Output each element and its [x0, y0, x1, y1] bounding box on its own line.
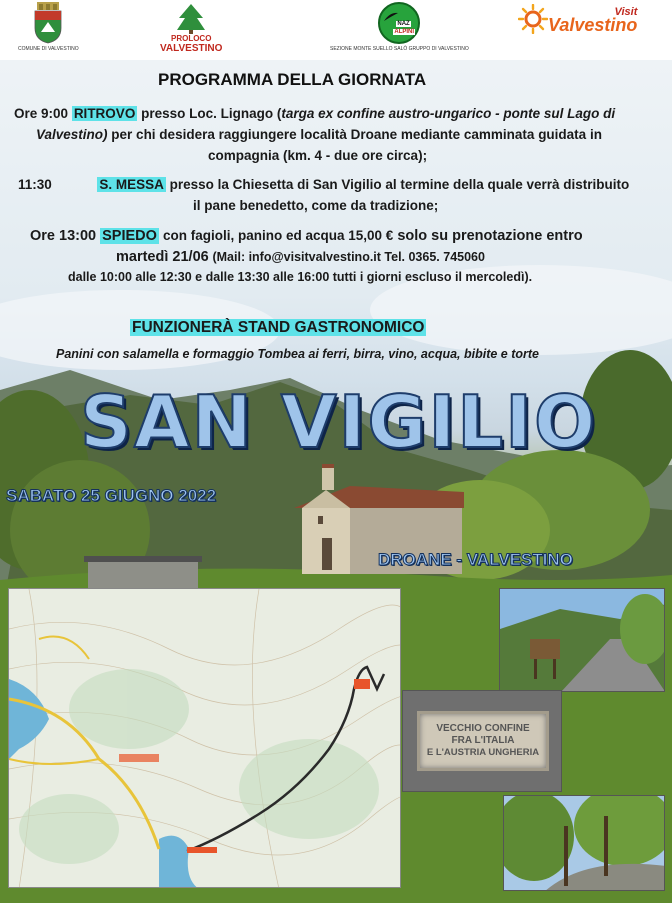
item2-text: presso la Chiesetta di San Vigilio al termine della quale verrà distribuito: [169, 177, 630, 192]
event-date: SABATO 25 GIUGNO 2022: [6, 486, 217, 505]
proloco-logo: [160, 4, 222, 54]
visit-small-text: Visit: [614, 6, 638, 18]
pine-tree-icon: [175, 4, 207, 34]
event-title: SAN VIGILIO: [80, 380, 598, 464]
comune-caption: COMUNE DI VALVESTINO: [18, 46, 79, 52]
item3-text-a: con fagioli, panino ed acqua 15,00 €: [162, 228, 394, 243]
alpini-caption: SEZIONE MONTE SUELLO SALÒ GRUPPO DI VALVESTINO: [330, 46, 469, 52]
item1-label: RITROVO: [73, 106, 136, 121]
forest-photo: [503, 795, 665, 891]
item3-time: Ore 13:00: [30, 228, 97, 244]
item3-label: SPIEDO: [102, 228, 157, 244]
alpini-badge: [378, 2, 420, 44]
item2-time: 11:30: [18, 177, 52, 192]
alpini-logo: [330, 2, 469, 52]
plaque-line-2: FRA L'ITALIA: [451, 735, 515, 746]
program-item-2-line-2: il pane benedetto, come da tradizione;: [193, 198, 439, 213]
proloco-name: VALVESTINO: [160, 43, 223, 54]
item1-line2-text: per chi desidera raggiungere località Droane mediante camminata guidata in: [111, 127, 602, 142]
item3-text-b: solo su prenotazione entro: [397, 228, 583, 244]
stand-heading: FUNZIONERÀ STAND GASTRONOMICO: [132, 319, 425, 336]
coat-of-arms-icon: [31, 2, 65, 44]
item3-line2-a: martedì 21/06: [116, 249, 209, 265]
program-item-3: [30, 228, 583, 244]
program-item-1-line-3: compagnia (km. 4 - due ore circa);: [208, 148, 428, 163]
comune-logo: [18, 2, 79, 52]
forest-photo-image: [504, 796, 665, 891]
program-heading: PROGRAMMA DELLA GIORNATA: [158, 70, 427, 89]
visit-brand-text: Valvestino: [548, 15, 638, 35]
route-map: [8, 588, 401, 888]
item1-text-italic: targa ex confine austro-ungarico - ponte sul Lago di: [281, 106, 616, 121]
logo-bar: [0, 0, 672, 60]
item1-line2-italic: Valvestino): [36, 127, 108, 142]
program-item-1: [14, 106, 615, 121]
stand-heading-wrap: [130, 319, 426, 337]
item3-line2-b: (Mail: info@visitvalvestino.it Tel. 0365. 745060: [212, 250, 485, 264]
sun-icon: [518, 4, 548, 34]
plaque-photo: [402, 690, 562, 792]
border-plaque: [417, 711, 549, 771]
plaque-line-3: E L'AUSTRIA UNGHERIA: [426, 747, 540, 758]
topographic-map-illustration: [9, 589, 401, 888]
program-item-3-line-2: [116, 249, 485, 265]
road-photo: [499, 588, 665, 692]
stand-subtitle: Panini con salamella e formaggio Tombea ai ferri, birra, vino, acqua, bibite e torte: [56, 347, 539, 361]
proloco-text: PROLOCO: [170, 34, 212, 43]
plaque-line-1: VECCHIO CONFINE: [436, 723, 530, 734]
item1-text-a: presso Loc. Lignago (: [141, 106, 282, 121]
road-photo-image: [500, 589, 665, 692]
visit-valvestino-logo: [518, 4, 637, 34]
alpini-badge-text-2: ALPINI: [394, 29, 415, 35]
alpini-badge-text-1: NAZ: [397, 21, 410, 27]
item2-label: S. MESSA: [99, 177, 164, 192]
event-place: DROANE - VALVESTINO: [378, 550, 573, 569]
program-item-2: [18, 177, 629, 192]
program-item-1-line-2: [36, 127, 602, 142]
program-item-3-line-3: dalle 10:00 alle 12:30 e dalle 13:30 alle 16:00 tutti i giorni escluso il mercoledì).: [68, 270, 533, 284]
item1-time: Ore 9:00: [14, 106, 69, 121]
